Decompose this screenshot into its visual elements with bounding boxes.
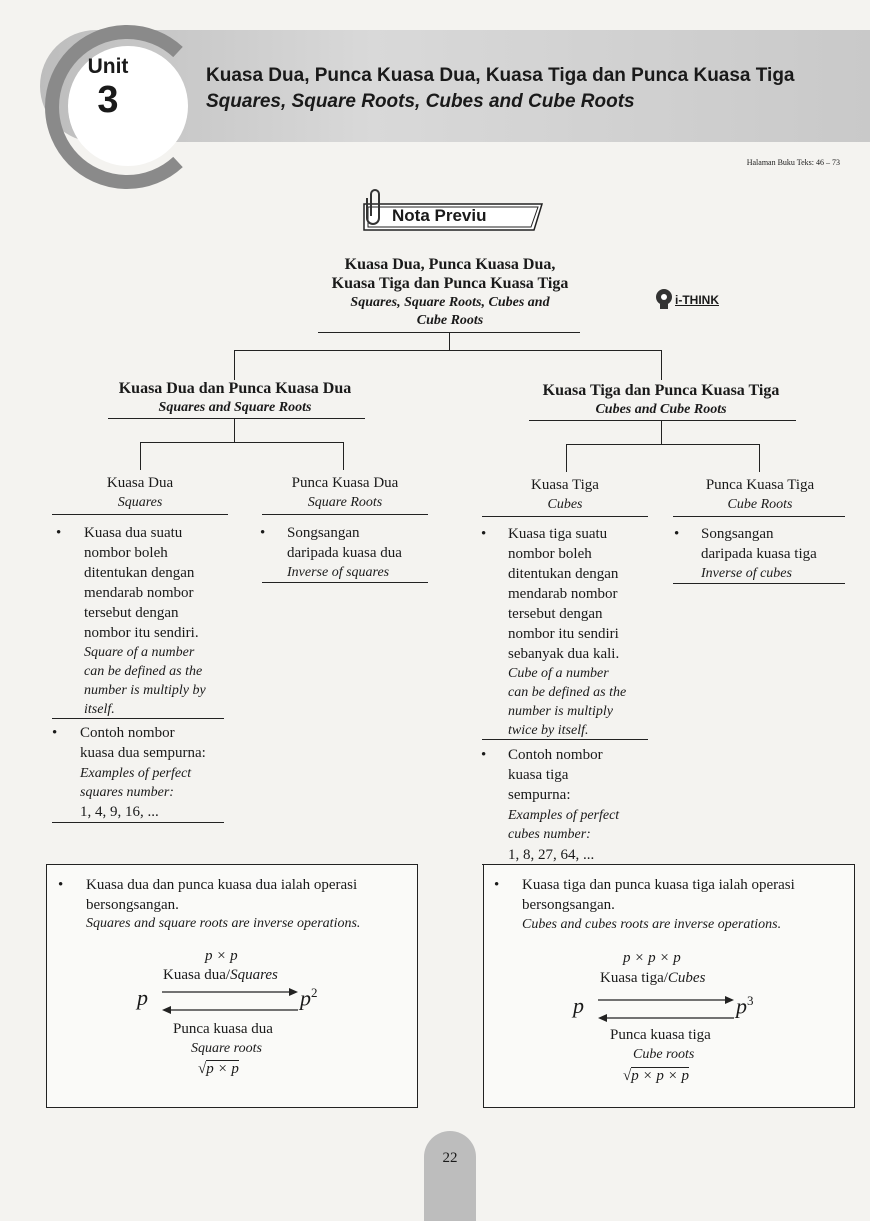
cubes-examples-label-en: Examples of perfect cubes number:: [508, 808, 620, 842]
left-branch-title: Kuasa Dua dan Punca Kuasa Dua: [118, 380, 352, 397]
square-roots-def: Songsangan daripada kuasa dua: [287, 525, 402, 561]
box-right-root-expr: √p × p × p: [623, 1068, 689, 1084]
box-right-bottom-label-en: Cube roots: [633, 1047, 695, 1062]
box-left-right-var: $p^2$: [300, 985, 318, 1011]
box-right-bottom-label: Punca kuasa tiga: [610, 1027, 711, 1043]
box-left-text: Kuasa dua dan punca kuasa dua ialah operasi bersongsangan.: [86, 877, 358, 913]
paperclip-icon: [366, 186, 384, 226]
root-title-1: Kuasa Dua, Punca Kuasa Dua,: [344, 256, 556, 273]
box-right-arrows: [596, 992, 736, 1026]
box-right-text: Kuasa tiga dan punca kuasa tiga ialah operasi bersongsangan.: [522, 877, 795, 913]
page-number: 22: [442, 1150, 458, 1166]
box-left-bottom-label-en: Square roots: [191, 1041, 262, 1056]
box-right-right-var: $p^3$: [736, 993, 754, 1019]
root-title-4: Cube Roots: [416, 313, 484, 328]
cubes-def: Kuasa tiga suatu nombor boleh ditentukan dengan mendarab nombor tersebut dengan nombor itu sendiri sebanyak dua kali.: [508, 526, 620, 662]
squares-def-en: Square of a number can be defined as the number is multiply by itself.: [84, 645, 206, 717]
squares-title: Kuasa Dua: [106, 475, 174, 491]
box-right-top-expr: p × p × p: [623, 950, 681, 966]
unit-label: Unit: [87, 55, 129, 78]
squares-examples: 1, 4, 9, 16, ...: [80, 804, 159, 820]
cube-roots-subtitle: Cube Roots: [727, 497, 793, 512]
ithink-logo: i-THINK: [675, 293, 719, 307]
root-title-2: Kuasa Tiga dan Punca Kuasa Tiga: [331, 275, 569, 292]
box-right-left-var: p: [573, 993, 584, 1018]
page-title-en: Squares, Square Roots, Cubes and Cube Roots: [206, 91, 635, 112]
box-right-text-en: Cubes and cubes roots are inverse operations.: [522, 917, 782, 932]
root-title-3: Squares, Square Roots, Cubes and: [350, 295, 550, 310]
nota-previu-label: Nota Previu: [392, 206, 487, 225]
unit-number: 3: [97, 79, 119, 121]
right-branch-title: Kuasa Tiga dan Punca Kuasa Tiga: [542, 382, 780, 399]
page-number-tab: [424, 1131, 476, 1221]
box-left-top-expr: p × p: [205, 948, 238, 964]
squares-examples-label-en: Examples of perfect squares number:: [80, 766, 192, 800]
box-left-text-en: Squares and square roots are inverse operations.: [86, 916, 361, 931]
page-title-ms: Kuasa Dua, Punca Kuasa Dua, Kuasa Tiga dan Punca Kuasa Tiga: [206, 65, 795, 86]
box-left-bottom-label: Punca kuasa dua: [173, 1021, 273, 1037]
right-branch-subtitle: Cubes and Cube Roots: [595, 402, 727, 417]
cube-roots-def: Songsangan daripada kuasa tiga: [701, 526, 817, 562]
square-roots-def-en: Inverse of squares: [287, 565, 390, 580]
box-right-top-label: Kuasa tiga/Cubes: [600, 970, 706, 986]
cubes-examples: 1, 8, 27, 64, ...: [508, 847, 595, 863]
cubes-title: Kuasa Tiga: [531, 477, 599, 493]
squares-examples-label: Contoh nombor kuasa dua sempurna:: [80, 725, 206, 761]
cubes-def-en: Cube of a number can be defined as the number is multiply twice by itself.: [508, 666, 627, 738]
box-left-arrows: [160, 984, 300, 1018]
box-left-root-expr: √p × p: [198, 1061, 239, 1077]
cubes-examples-label: Contoh nombor kuasa tiga sempurna:: [508, 747, 603, 803]
box-left-top-label: Kuasa dua/Squares: [163, 967, 278, 983]
squares-subtitle: Squares: [117, 495, 163, 510]
cube-roots-def-en: Inverse of cubes: [701, 566, 792, 581]
square-roots-title: Punca Kuasa Dua: [291, 475, 399, 491]
box-left-left-var: p: [137, 985, 148, 1010]
squares-def: Kuasa dua suatu nombor boleh ditentukan dengan mendarab nombor tersebut dengan nombor itu sendiri.: [84, 525, 199, 641]
cube-roots-title: Punca Kuasa Tiga: [705, 477, 815, 493]
cubes-subtitle: Cubes: [547, 497, 583, 512]
lightbulb-icon: [653, 287, 675, 311]
page-reference: Halaman Buku Teks: 46 – 73: [746, 158, 840, 167]
square-roots-subtitle: Square Roots: [307, 495, 383, 510]
left-branch-subtitle: Squares and Square Roots: [158, 400, 312, 415]
